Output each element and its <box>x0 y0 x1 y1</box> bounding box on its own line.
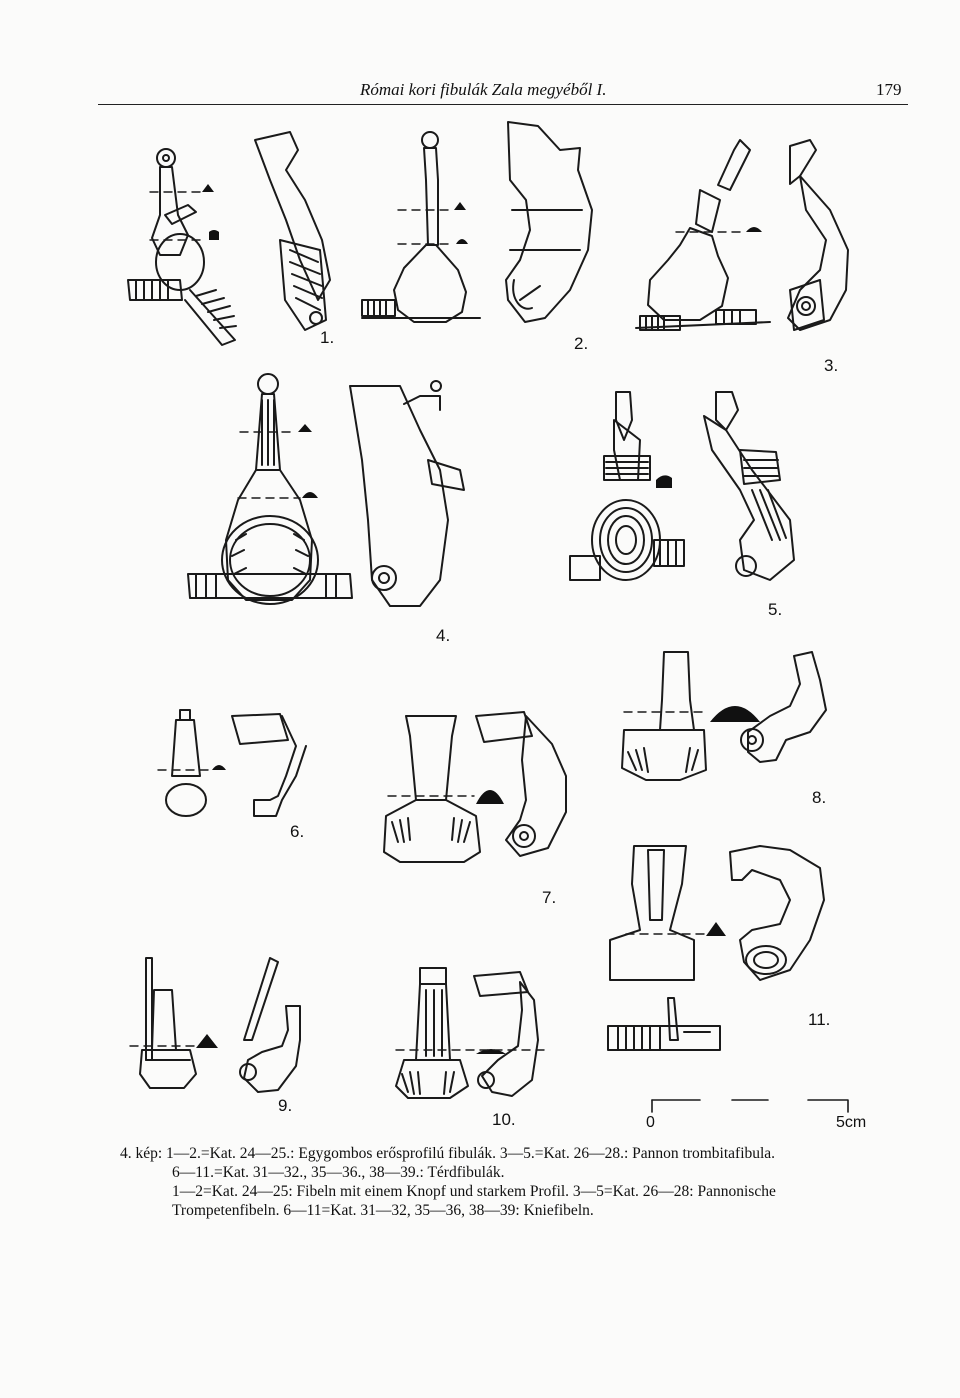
figure-label-6: 6. <box>290 822 305 841</box>
figure-label-7: 7. <box>542 888 557 907</box>
figure-label-8: 8. <box>812 788 827 807</box>
figure-label-11: 11. <box>808 1010 831 1029</box>
fibula-10-drawing <box>396 968 538 1098</box>
fibula-6-drawing <box>166 710 306 816</box>
scale-bar <box>652 1100 848 1112</box>
caption-german-line-1: 1—2=Kat. 24—25: Fibeln mit einem Knopf und starkem Profil. 3—5=Kat. 26—28: Pannonische <box>172 1183 776 1200</box>
fibula-3-drawing <box>636 140 848 330</box>
figure-label-2: 2. <box>574 334 589 353</box>
fibula-9-drawing <box>140 958 300 1092</box>
fibula-4-drawing <box>188 374 464 606</box>
fibula-5-drawing <box>570 392 794 580</box>
fibula-7-drawing <box>384 712 566 862</box>
caption-hungarian-line-2: 6—11.=Kat. 31—32., 35—36., 38—39.: Térdfibulák. <box>172 1164 505 1181</box>
figure-label-9: 9. <box>278 1096 293 1115</box>
running-title: Római kori fibulák Zala megyéből I. <box>360 80 607 99</box>
section-markers <box>196 184 762 1054</box>
fibula-11-drawing <box>608 846 824 1050</box>
figure-label-5: 5. <box>768 600 783 619</box>
figure-label-3: 3. <box>824 356 839 375</box>
figure-label-4: 4. <box>436 626 451 645</box>
scale-label-end: 5cm <box>836 1114 867 1131</box>
scale-label-start: 0 <box>646 1114 655 1131</box>
caption-hungarian-line-1: 4. kép: 1—2.=Kat. 24—25.: Egygombos erősprofilú fibulák. 3—5.=Kat. 26—28.: Pannon trombitafibula. <box>120 1145 776 1162</box>
figure-label-10: 10. <box>492 1110 516 1129</box>
figure-label-1: 1. <box>320 328 335 347</box>
page-number: 179 <box>876 80 902 99</box>
figure-caption <box>120 1144 880 1220</box>
caption-german-line-2: Trompetenfibeln. 6—11=Kat. 31—32, 35—36, 38—39: Kniefibeln. <box>172 1202 594 1219</box>
fibula-1-drawing <box>128 132 330 345</box>
fibula-2-drawing <box>362 122 592 322</box>
